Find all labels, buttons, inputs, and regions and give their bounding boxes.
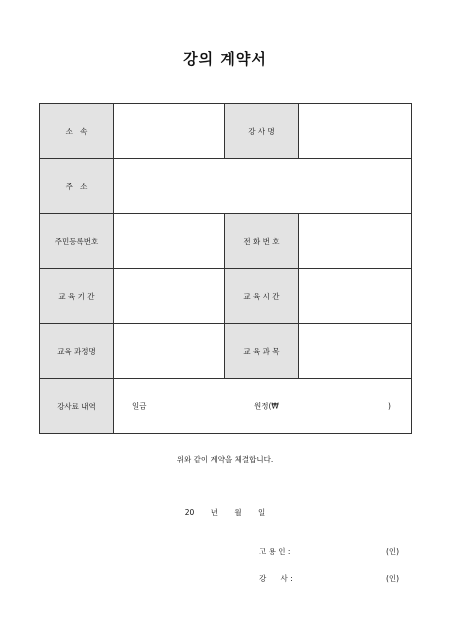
- instructor-seal: (인): [386, 574, 400, 583]
- address-label: 주 소: [40, 159, 114, 214]
- contract-table: [39, 103, 412, 434]
- agreement-text: 위와 같이 계약을 체결합니다.: [176, 455, 274, 464]
- row-period-hours: [40, 269, 412, 324]
- phone-label: 전 화 번 호: [225, 214, 299, 269]
- employer-seal: (인): [386, 547, 400, 556]
- fee-prefix: 일금: [132, 401, 147, 411]
- phone-field[interactable]: [299, 214, 412, 269]
- row-resident-phone: [40, 214, 412, 269]
- row-course-subject: [40, 324, 412, 379]
- hours-label: 교 육 시 간: [225, 269, 299, 324]
- course-name-field[interactable]: [114, 324, 225, 379]
- affiliation-label: 소 속: [40, 104, 114, 159]
- fee-close: ): [388, 401, 391, 411]
- date-year: 20: [184, 508, 195, 517]
- resident-number-label: 주민등록번호: [40, 214, 114, 269]
- row-address: [40, 159, 412, 214]
- employer-label: 고 용 인 :: [259, 547, 291, 556]
- instructor-label: 강 사 :: [259, 574, 293, 583]
- fee-label: 강사료 내역: [40, 379, 114, 434]
- address-field[interactable]: [114, 159, 412, 214]
- fee-won: 원정(₩: [254, 401, 279, 411]
- instructor-name-label: 강 사 명: [225, 104, 299, 159]
- affiliation-field[interactable]: [114, 104, 225, 159]
- contract-date: [0, 507, 450, 518]
- resident-number-field[interactable]: [114, 214, 225, 269]
- date-day-unit: 일: [257, 508, 266, 517]
- row-affiliation: [40, 104, 412, 159]
- subject-field[interactable]: [299, 324, 412, 379]
- period-field[interactable]: [114, 269, 225, 324]
- date-month-unit: 월: [234, 508, 242, 517]
- instructor-name-field[interactable]: [299, 104, 412, 159]
- date-year-unit: 년: [210, 508, 218, 517]
- row-fee: [40, 379, 412, 434]
- document-title: 강의 계약서: [183, 50, 267, 68]
- fee-field[interactable]: [114, 379, 412, 434]
- course-name-label: 교육 과정명: [40, 324, 114, 379]
- hours-field[interactable]: [299, 269, 412, 324]
- period-label: 교 육 기 간: [40, 269, 114, 324]
- subject-label: 교 육 과 목: [225, 324, 299, 379]
